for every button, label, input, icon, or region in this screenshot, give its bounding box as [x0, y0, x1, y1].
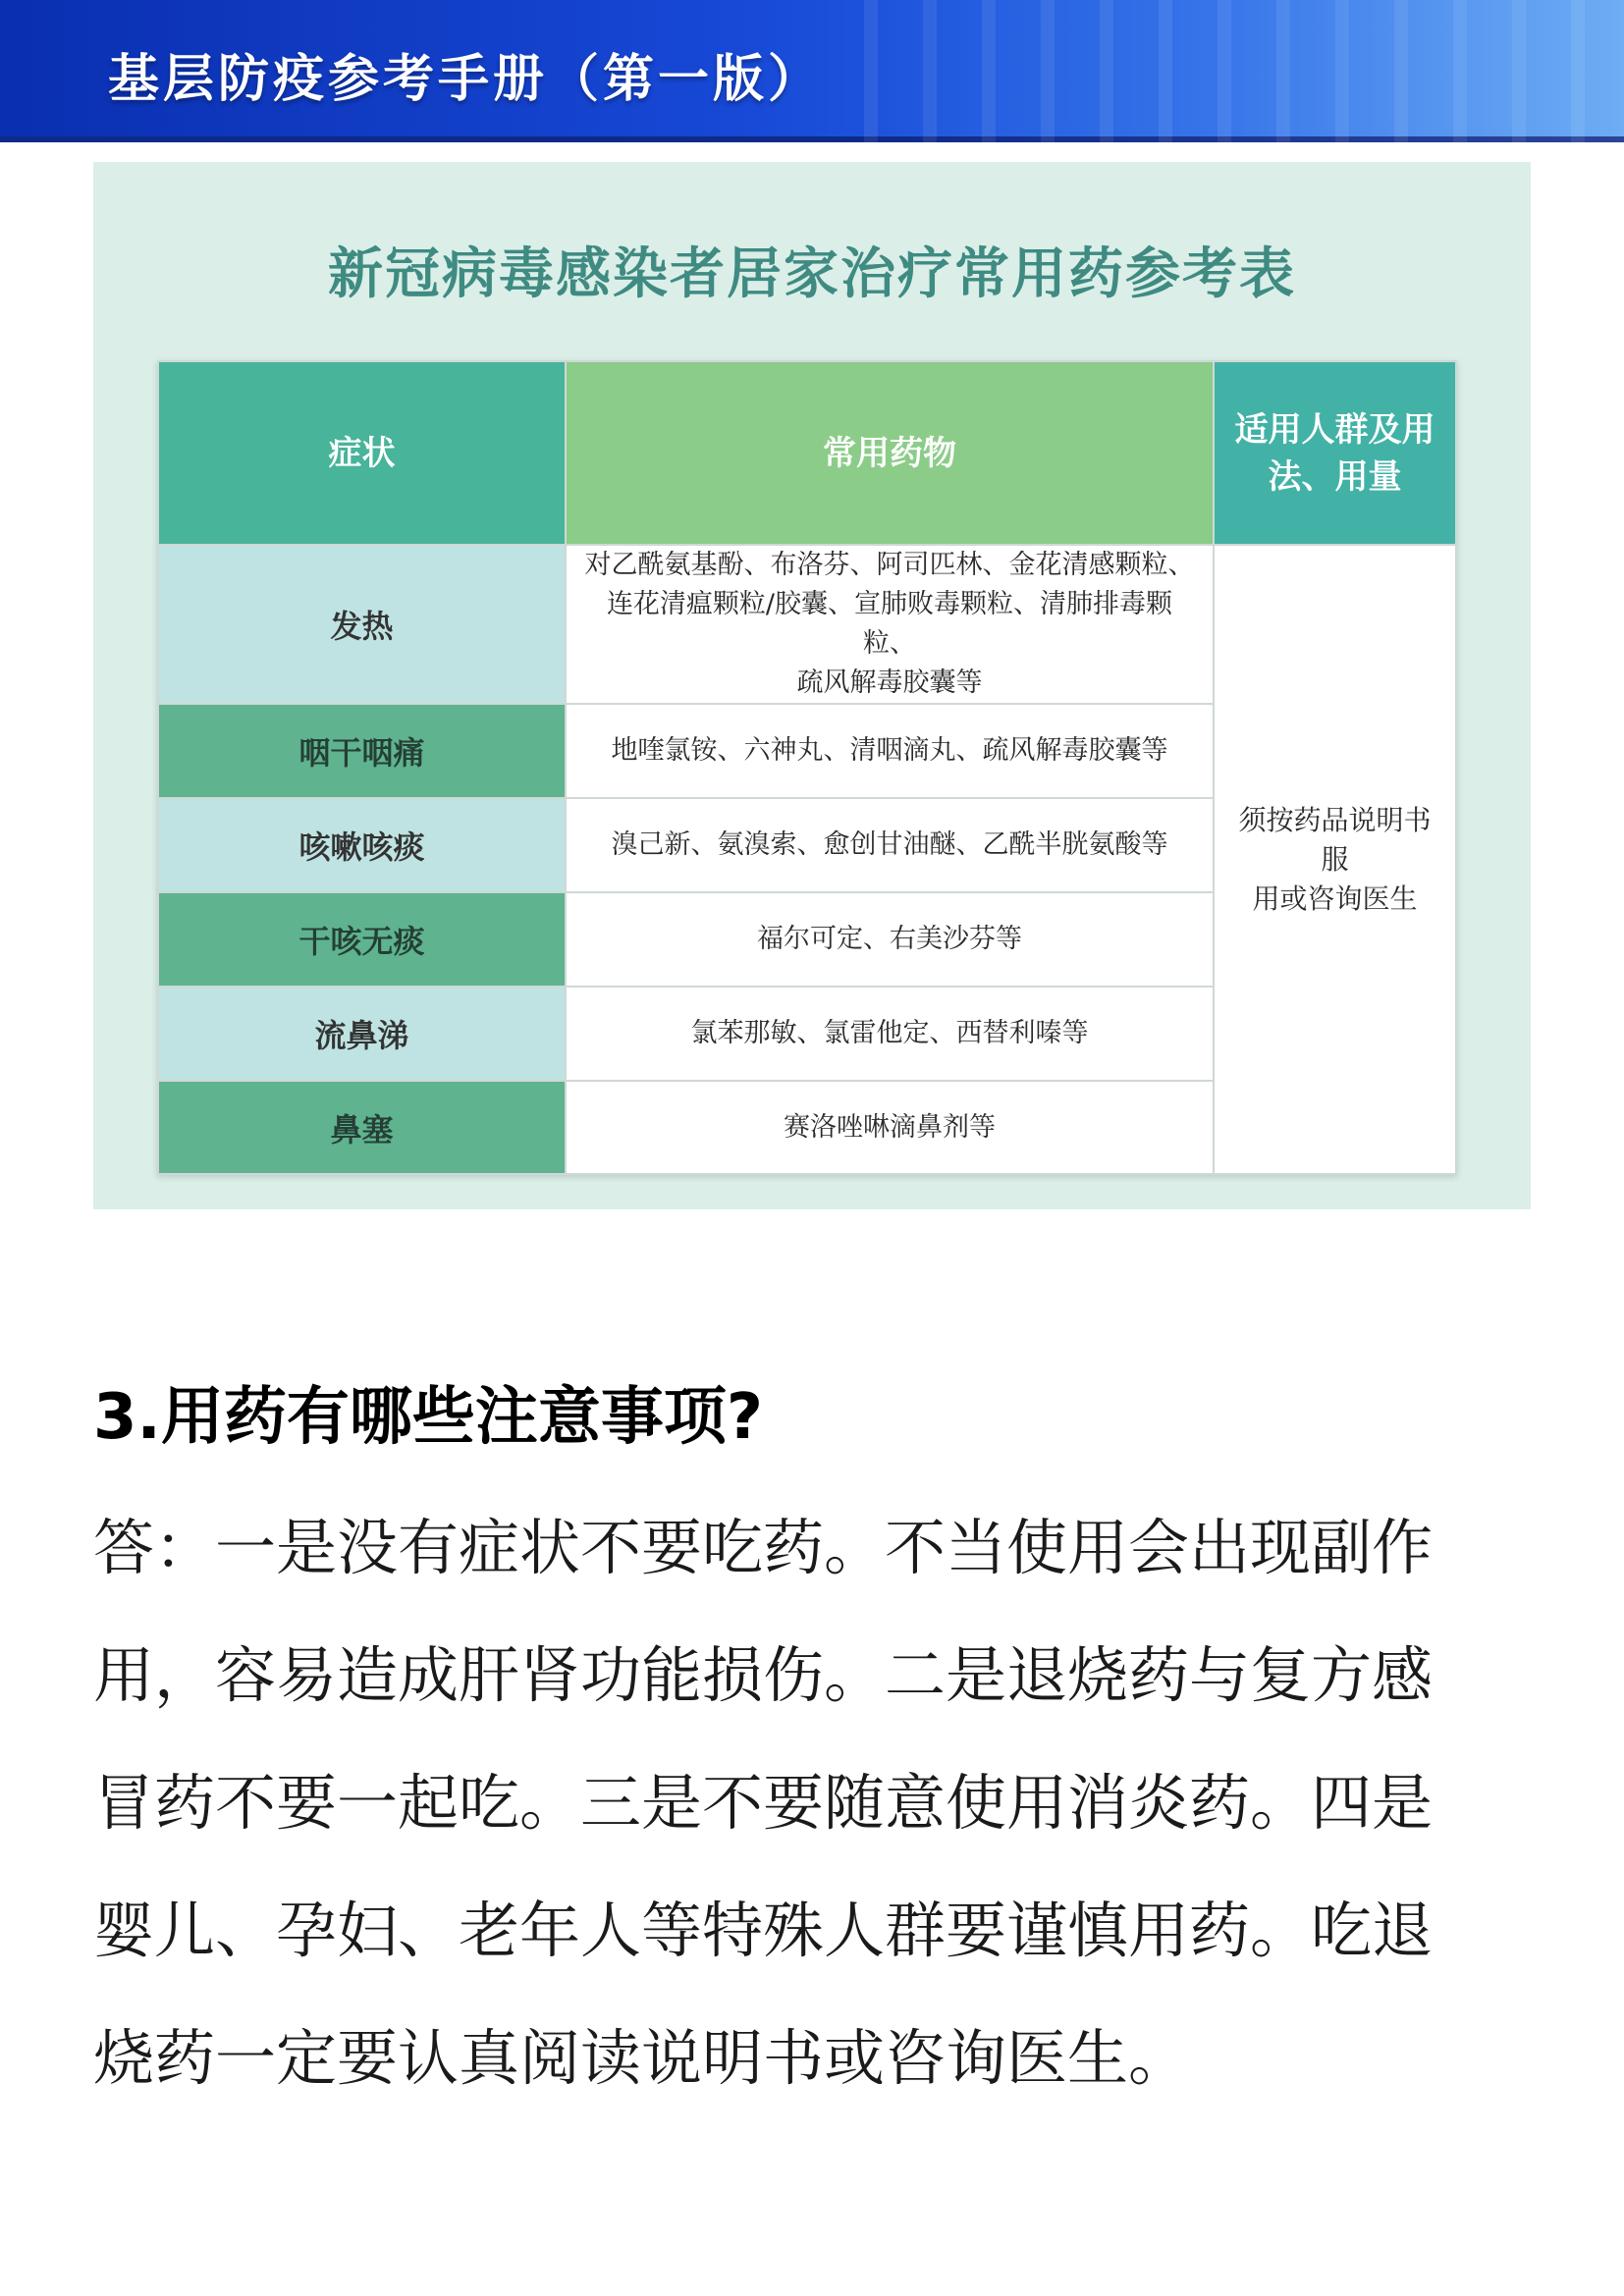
section-heading: 3.用药有哪些注意事项? [93, 1381, 763, 1454]
usage-cell [1214, 545, 1456, 1174]
answer-paragraph [93, 1484, 1546, 2122]
table-row [158, 545, 1456, 704]
medicine-cell: 地喹氯铵、六神丸、清咽滴丸、疏风解毒胶囊等 [566, 704, 1214, 798]
table-header-row [158, 361, 1456, 545]
medicine-line: 对乙酰氨基酚、布洛芬、阿司匹林、金花清感颗粒、 [584, 550, 1195, 580]
medicine-table-card [93, 162, 1531, 1209]
usage-line: 用或咨询医生 [1252, 881, 1418, 915]
symptom-cell: 咳嗽咳痰 [158, 798, 566, 892]
answer-line: 答：一是没有症状不要吃药。不当使用会出现副作 [93, 1512, 1434, 1583]
usage-line: 须按药品说明书服 [1238, 803, 1432, 876]
medicine-cell: 赛洛唑啉滴鼻剂等 [566, 1081, 1214, 1174]
answer-line: 烧药一定要认真阅读说明书或咨询医生。 [93, 2022, 1190, 2094]
answer-line: 用，容易造成肝肾功能损伤。二是退烧药与复方感 [93, 1639, 1434, 1711]
answer-line: 冒药不要一起吃。三是不要随意使用消炎药。四是 [93, 1767, 1434, 1839]
symptom-cell: 流鼻涕 [158, 987, 566, 1081]
medicine-cell [566, 545, 1214, 704]
header-usage-line1: 适用人群及用 [1234, 409, 1435, 450]
medicine-line: 疏风解毒胶囊等 [796, 667, 983, 698]
header-usage-line2: 法、用量 [1268, 456, 1402, 497]
symptom-cell: 干咳无痰 [158, 892, 566, 987]
medicine-cell: 氯苯那敏、氯雷他定、西替利嗪等 [566, 987, 1214, 1081]
header-usage [1214, 361, 1456, 545]
table-title: 新冠病毒感染者居家治疗常用药参考表 [328, 242, 1296, 306]
medicine-cell: 溴己新、氨溴索、愈创甘油醚、乙酰半胱氨酸等 [566, 798, 1214, 892]
symptom-cell: 鼻塞 [158, 1081, 566, 1174]
medicine-table [157, 360, 1457, 1175]
header-title: 基层防疫参考手册（第一版） [108, 50, 824, 109]
header-symptom: 症状 [158, 361, 566, 545]
symptom-cell: 发热 [158, 545, 566, 704]
medicine-line: 连花清瘟颗粒/胶囊、宣肺败毒颗粒、清肺排毒颗粒、 [606, 589, 1173, 659]
header-banner [0, 0, 1624, 142]
symptom-cell: 咽干咽痛 [158, 704, 566, 798]
banner-divider [0, 136, 1624, 142]
header-medicine: 常用药物 [566, 361, 1214, 545]
answer-line: 婴儿、孕妇、老年人等特殊人群要谨慎用药。吃退 [93, 1895, 1434, 1966]
medicine-cell: 福尔可定、右美沙芬等 [566, 892, 1214, 987]
